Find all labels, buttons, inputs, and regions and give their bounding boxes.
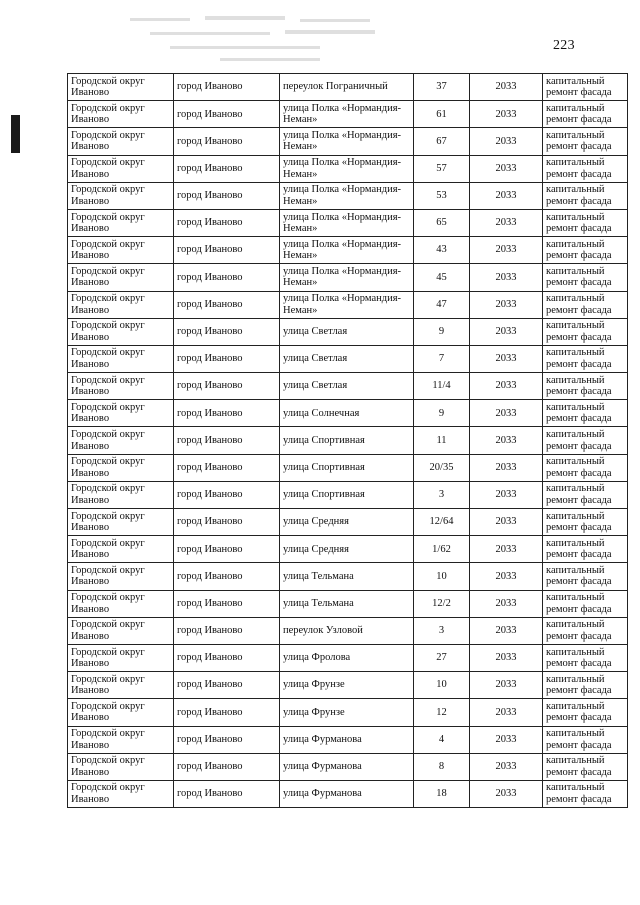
cell-city: город Иваново	[174, 209, 280, 236]
scan-edge-mark	[11, 115, 20, 153]
cell-district: Городской округ Иваново	[68, 345, 174, 372]
cell-year: 2033	[470, 237, 543, 264]
table-row	[68, 237, 628, 264]
cell-year: 2033	[470, 182, 543, 209]
cell-work-type: капитальный ремонт фасада	[543, 509, 628, 536]
cell-house-number: 43	[414, 237, 470, 264]
cell-street: улица Фрунзе	[280, 699, 414, 726]
cell-house-number: 53	[414, 182, 470, 209]
cell-house-number: 12	[414, 699, 470, 726]
cell-district: Городской округ Иваново	[68, 155, 174, 182]
table-row	[68, 780, 628, 807]
table-row	[68, 617, 628, 644]
cell-work-type: капитальный ремонт фасада	[543, 590, 628, 617]
cell-year: 2033	[470, 672, 543, 699]
cell-district: Городской округ Иваново	[68, 264, 174, 291]
cell-work-type: капитальный ремонт фасада	[543, 237, 628, 264]
cell-city: город Иваново	[174, 373, 280, 400]
cell-year: 2033	[470, 644, 543, 671]
cell-district: Городской округ Иваново	[68, 128, 174, 155]
cell-year: 2033	[470, 536, 543, 563]
cell-district: Городской округ Иваново	[68, 590, 174, 617]
cell-district: Городской округ Иваново	[68, 454, 174, 481]
cell-street: улица Спортивная	[280, 481, 414, 508]
cell-street: переулок Узловой	[280, 617, 414, 644]
cell-house-number: 18	[414, 780, 470, 807]
table-row	[68, 264, 628, 291]
cell-city: город Иваново	[174, 155, 280, 182]
cell-city: город Иваново	[174, 237, 280, 264]
cell-house-number: 27	[414, 644, 470, 671]
cell-year: 2033	[470, 345, 543, 372]
table-row	[68, 672, 628, 699]
cell-street: улица Полка «Нормандия-Неман»	[280, 128, 414, 155]
cell-district: Городской округ Иваново	[68, 209, 174, 236]
register-table	[67, 73, 628, 808]
cell-district: Городской округ Иваново	[68, 617, 174, 644]
cell-work-type: капитальный ремонт фасада	[543, 563, 628, 590]
cell-work-type: капитальный ремонт фасада	[543, 373, 628, 400]
cell-city: город Иваново	[174, 101, 280, 128]
cell-street: улица Фрунзе	[280, 672, 414, 699]
cell-city: город Иваново	[174, 699, 280, 726]
cell-district: Городской округ Иваново	[68, 509, 174, 536]
cell-city: город Иваново	[174, 74, 280, 101]
cell-city: город Иваново	[174, 182, 280, 209]
cell-district: Городской округ Иваново	[68, 237, 174, 264]
cell-district: Городской округ Иваново	[68, 563, 174, 590]
cell-street: улица Средняя	[280, 509, 414, 536]
cell-city: город Иваново	[174, 318, 280, 345]
cell-work-type: капитальный ремонт фасада	[543, 699, 628, 726]
cell-year: 2033	[470, 400, 543, 427]
cell-house-number: 20/35	[414, 454, 470, 481]
cell-street: улица Полка «Нормандия-Неман»	[280, 155, 414, 182]
cell-year: 2033	[470, 590, 543, 617]
cell-year: 2033	[470, 699, 543, 726]
cell-city: город Иваново	[174, 128, 280, 155]
cell-work-type: капитальный ремонт фасада	[543, 427, 628, 454]
cell-house-number: 9	[414, 318, 470, 345]
cell-street: улица Светлая	[280, 345, 414, 372]
cell-work-type: капитальный ремонт фасада	[543, 400, 628, 427]
cell-year: 2033	[470, 454, 543, 481]
cell-district: Городской округ Иваново	[68, 74, 174, 101]
cell-year: 2033	[470, 373, 543, 400]
cell-city: город Иваново	[174, 726, 280, 753]
cell-year: 2033	[470, 128, 543, 155]
cell-work-type: капитальный ремонт фасада	[543, 209, 628, 236]
cell-work-type: капитальный ремонт фасада	[543, 318, 628, 345]
cell-street: улица Спортивная	[280, 454, 414, 481]
cell-work-type: капитальный ремонт фасада	[543, 128, 628, 155]
cell-work-type: капитальный ремонт фасада	[543, 291, 628, 318]
cell-district: Городской округ Иваново	[68, 373, 174, 400]
cell-city: город Иваново	[174, 291, 280, 318]
cell-year: 2033	[470, 481, 543, 508]
cell-district: Городской округ Иваново	[68, 400, 174, 427]
table-row	[68, 373, 628, 400]
cell-street: улица Светлая	[280, 318, 414, 345]
cell-street: улица Солнечная	[280, 400, 414, 427]
cell-house-number: 61	[414, 101, 470, 128]
table-row	[68, 427, 628, 454]
cell-house-number: 45	[414, 264, 470, 291]
table-row	[68, 726, 628, 753]
cell-year: 2033	[470, 74, 543, 101]
cell-street: переулок Пограничный	[280, 74, 414, 101]
table-row	[68, 590, 628, 617]
cell-year: 2033	[470, 155, 543, 182]
cell-work-type: капитальный ремонт фасада	[543, 726, 628, 753]
cell-work-type: капитальный ремонт фасада	[543, 780, 628, 807]
cell-street: улица Средняя	[280, 536, 414, 563]
table-row	[68, 481, 628, 508]
cell-street: улица Фролова	[280, 644, 414, 671]
cell-house-number: 65	[414, 209, 470, 236]
table-body	[68, 74, 628, 808]
cell-district: Городской округ Иваново	[68, 699, 174, 726]
table-row	[68, 563, 628, 590]
cell-city: город Иваново	[174, 454, 280, 481]
cell-city: город Иваново	[174, 264, 280, 291]
cell-house-number: 1/62	[414, 536, 470, 563]
cell-district: Городской округ Иваново	[68, 672, 174, 699]
cell-city: город Иваново	[174, 345, 280, 372]
cell-work-type: капитальный ремонт фасада	[543, 182, 628, 209]
cell-year: 2033	[470, 753, 543, 780]
table-row	[68, 509, 628, 536]
cell-house-number: 12/64	[414, 509, 470, 536]
cell-work-type: капитальный ремонт фасада	[543, 644, 628, 671]
cell-district: Городской округ Иваново	[68, 644, 174, 671]
cell-city: город Иваново	[174, 563, 280, 590]
cell-work-type: капитальный ремонт фасада	[543, 101, 628, 128]
cell-year: 2033	[470, 780, 543, 807]
table-row	[68, 536, 628, 563]
cell-year: 2033	[470, 617, 543, 644]
cell-house-number: 10	[414, 563, 470, 590]
cell-work-type: капитальный ремонт фасада	[543, 753, 628, 780]
table-row	[68, 182, 628, 209]
cell-year: 2033	[470, 563, 543, 590]
cell-house-number: 12/2	[414, 590, 470, 617]
cell-house-number: 67	[414, 128, 470, 155]
cell-house-number: 8	[414, 753, 470, 780]
cell-city: город Иваново	[174, 536, 280, 563]
cell-work-type: капитальный ремонт фасада	[543, 617, 628, 644]
cell-work-type: капитальный ремонт фасада	[543, 481, 628, 508]
cell-street: улица Фурманова	[280, 753, 414, 780]
cell-year: 2033	[470, 427, 543, 454]
cell-city: город Иваново	[174, 481, 280, 508]
cell-street: улица Полка «Нормандия-Неман»	[280, 264, 414, 291]
cell-house-number: 11/4	[414, 373, 470, 400]
cell-district: Городской округ Иваново	[68, 481, 174, 508]
cell-work-type: капитальный ремонт фасада	[543, 345, 628, 372]
cell-street: улица Полка «Нормандия-Неман»	[280, 182, 414, 209]
cell-year: 2033	[470, 101, 543, 128]
cell-house-number: 9	[414, 400, 470, 427]
cell-house-number: 47	[414, 291, 470, 318]
cell-year: 2033	[470, 318, 543, 345]
cell-street: улица Полка «Нормандия-Неман»	[280, 237, 414, 264]
cell-work-type: капитальный ремонт фасада	[543, 155, 628, 182]
table-row	[68, 400, 628, 427]
cell-district: Городской округ Иваново	[68, 101, 174, 128]
cell-district: Городской округ Иваново	[68, 780, 174, 807]
cell-city: город Иваново	[174, 509, 280, 536]
cell-city: город Иваново	[174, 427, 280, 454]
cell-house-number: 37	[414, 74, 470, 101]
cell-house-number: 3	[414, 481, 470, 508]
table-row	[68, 345, 628, 372]
cell-house-number: 11	[414, 427, 470, 454]
cell-work-type: капитальный ремонт фасада	[543, 672, 628, 699]
cell-district: Городской округ Иваново	[68, 726, 174, 753]
cell-house-number: 3	[414, 617, 470, 644]
table-row	[68, 318, 628, 345]
table-row	[68, 74, 628, 101]
cell-city: город Иваново	[174, 780, 280, 807]
cell-city: город Иваново	[174, 644, 280, 671]
cell-year: 2033	[470, 264, 543, 291]
table-row	[68, 128, 628, 155]
cell-district: Городской округ Иваново	[68, 536, 174, 563]
cell-year: 2033	[470, 726, 543, 753]
cell-city: город Иваново	[174, 672, 280, 699]
cell-house-number: 7	[414, 345, 470, 372]
scan-artifact	[110, 10, 450, 70]
cell-house-number: 4	[414, 726, 470, 753]
cell-street: улица Фурманова	[280, 726, 414, 753]
cell-street: улица Спортивная	[280, 427, 414, 454]
cell-district: Городской округ Иваново	[68, 291, 174, 318]
cell-street: улица Полка «Нормандия-Неман»	[280, 101, 414, 128]
cell-district: Городской округ Иваново	[68, 753, 174, 780]
cell-district: Городской округ Иваново	[68, 318, 174, 345]
cell-district: Городской округ Иваново	[68, 182, 174, 209]
cell-year: 2033	[470, 509, 543, 536]
table-row	[68, 699, 628, 726]
table-row	[68, 155, 628, 182]
cell-city: город Иваново	[174, 617, 280, 644]
cell-street: улица Фурманова	[280, 780, 414, 807]
table-row	[68, 101, 628, 128]
cell-street: улица Светлая	[280, 373, 414, 400]
cell-street: улица Тельмана	[280, 563, 414, 590]
cell-city: город Иваново	[174, 590, 280, 617]
cell-city: город Иваново	[174, 753, 280, 780]
cell-year: 2033	[470, 291, 543, 318]
cell-work-type: капитальный ремонт фасада	[543, 536, 628, 563]
cell-street: улица Полка «Нормандия-Неман»	[280, 209, 414, 236]
table-row	[68, 454, 628, 481]
cell-street: улица Полка «Нормандия-Неман»	[280, 291, 414, 318]
table-row	[68, 291, 628, 318]
table-row	[68, 209, 628, 236]
cell-district: Городской округ Иваново	[68, 427, 174, 454]
cell-street: улица Тельмана	[280, 590, 414, 617]
cell-house-number: 10	[414, 672, 470, 699]
cell-house-number: 57	[414, 155, 470, 182]
cell-year: 2033	[470, 209, 543, 236]
table-row	[68, 644, 628, 671]
cell-city: город Иваново	[174, 400, 280, 427]
cell-work-type: капитальный ремонт фасада	[543, 454, 628, 481]
cell-work-type: капитальный ремонт фасада	[543, 264, 628, 291]
table-row	[68, 753, 628, 780]
page-number: 223	[553, 38, 575, 53]
cell-work-type: капитальный ремонт фасада	[543, 74, 628, 101]
